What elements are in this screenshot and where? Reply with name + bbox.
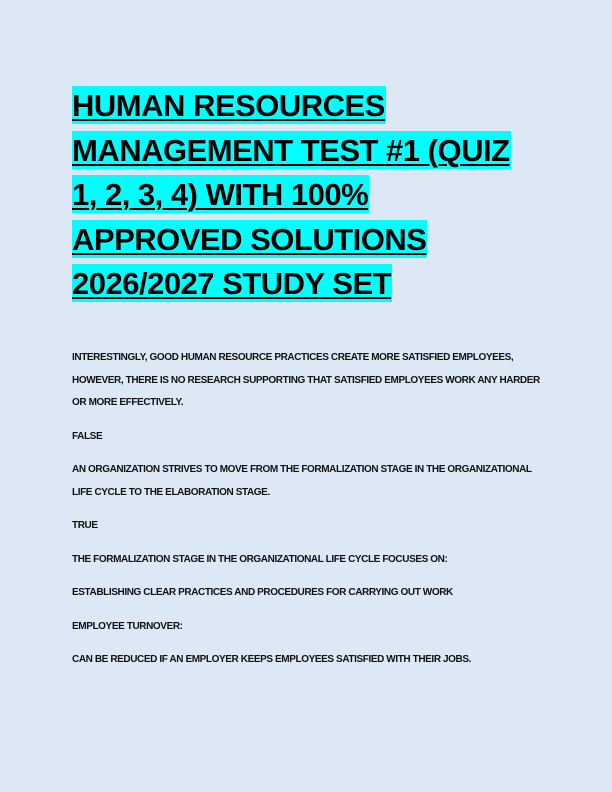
question-2: AN ORGANIZATION STRIVES TO MOVE FROM THE FORMALIZATION STAGE IN THE ORGANIZATIONAL LIFE CYCLE TO THE ELABORATION STAGE. <box>72 464 532 498</box>
question-3: THE FORMALIZATION STAGE IN THE ORGANIZATIONAL LIFE CYCLE FOCUSES ON: <box>72 553 448 565</box>
question-4: EMPLOYEE TURNOVER: <box>72 620 183 632</box>
qa-list <box>72 347 542 672</box>
question-1: INTERESTINGLY, GOOD HUMAN RESOURCE PRACTICES CREATE MORE SATISFIED EMPLOYEES, HOWEVER, THERE IS NO RESEARCH SUPPORTING THAT SATISFIED EMPLOYEES WORK ANY HARDER OR MORE EFFECTIVELY. <box>72 352 540 408</box>
document-title <box>72 84 532 307</box>
answer-1: FALSE <box>72 430 103 442</box>
answer-2: TRUE <box>72 520 98 531</box>
document-title-text: HUMAN RESOURCES MANAGEMENT TEST #1 (QUIZ 1, 2, 3, 4) WITH 100% APPROVED SOLUTIONS 2026/2027 STUDY SET <box>72 88 510 301</box>
answer-3: ESTABLISHING CLEAR PRACTICES AND PROCEDURES FOR CARRYING OUT WORK <box>72 587 453 598</box>
answer-4: CAN BE REDUCED IF AN EMPLOYER KEEPS EMPLOYEES SATISFIED WITH THEIR JOBS. <box>72 654 472 665</box>
